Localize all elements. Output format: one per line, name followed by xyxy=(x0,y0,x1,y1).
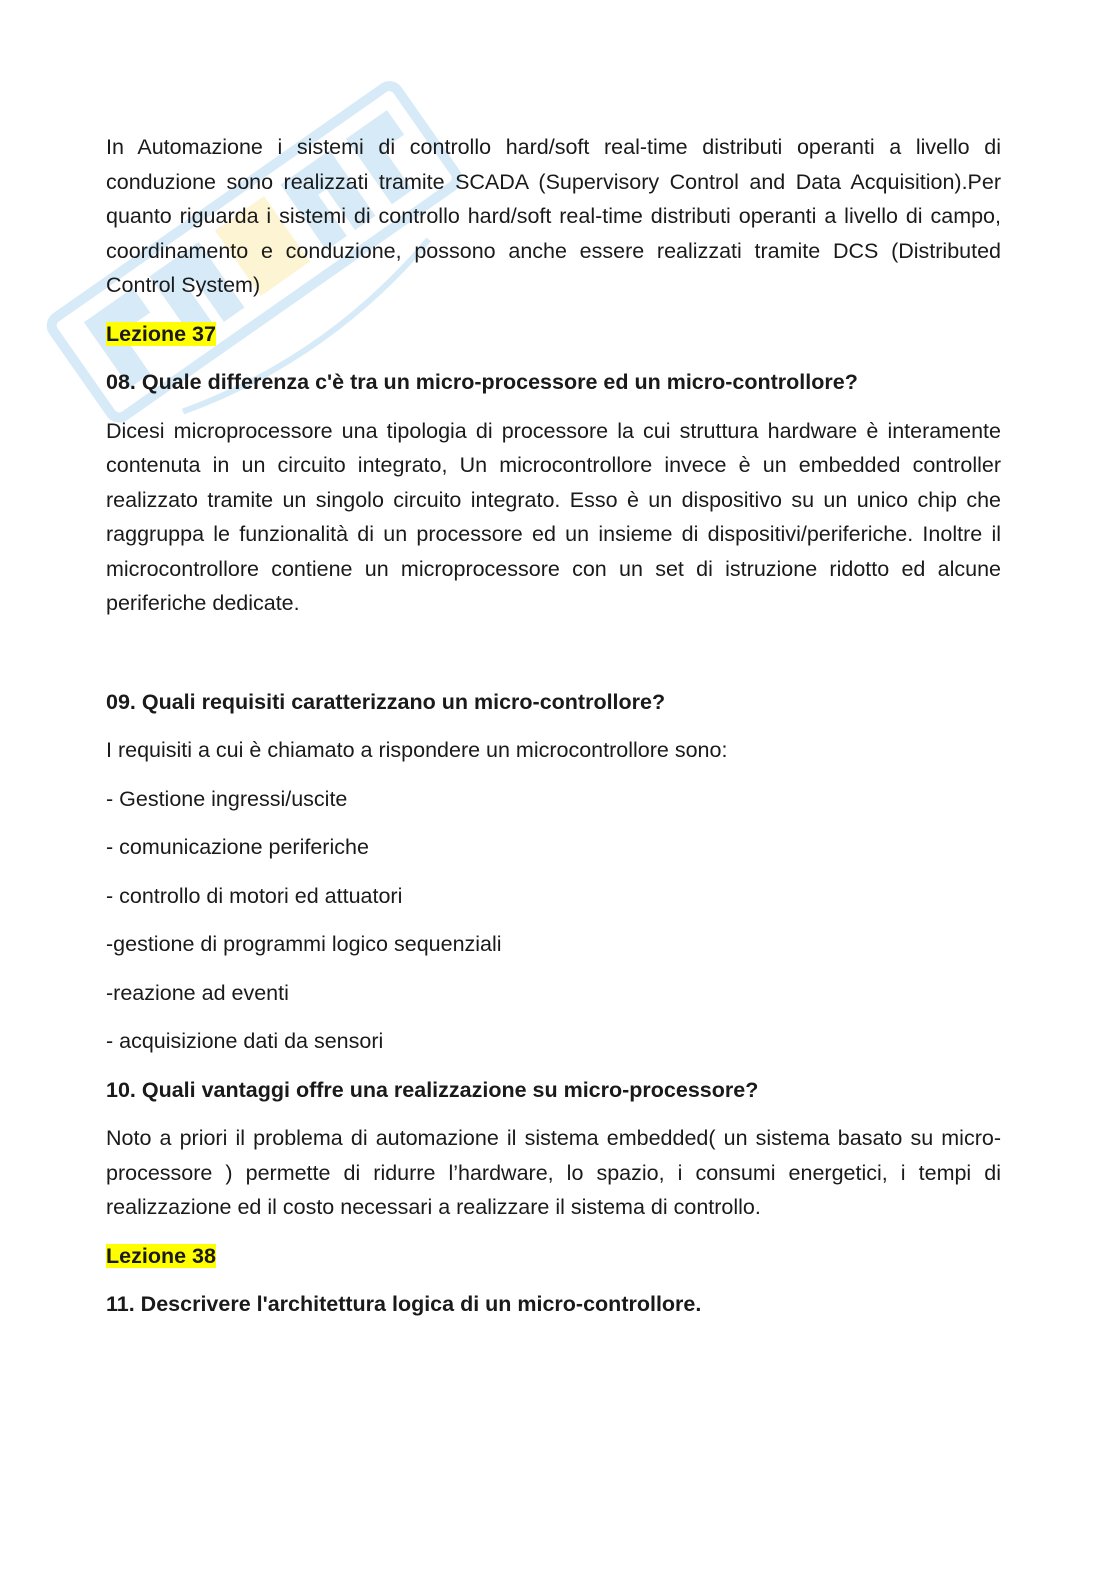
question-11: 11. Descrivere l'architettura logica di un micro-controllore. xyxy=(106,1292,702,1316)
question-10: 10. Quali vantaggi offre una realizzazione su micro-processore? xyxy=(106,1077,759,1102)
lesson-38-heading xyxy=(106,1239,1001,1274)
lesson-37-label: Lezione 37 xyxy=(106,321,216,346)
answer-10: Noto a priori il problema di automazione il sistema embedded( un sistema basato su micro-processore ) permette di ridurre l’hardware, lo spazio, i consumi energetici, i tempi di realizzazione ed il costo necessari a realizzare il sistema di controllo. xyxy=(106,1126,1001,1219)
intro-paragraph: In Automazione i sistemi di controllo hard/soft real-time distributi operanti a livello di conduzione sono realizzati tramite SCADA (Supervisory Control and Data Acquisition).Per quanto riguarda i sistemi di controllo hard/soft real-time distributi operanti a livello di campo, coordinamento e conduzione, possono anche essere realizzati tramite DCS (Distributed Control System) xyxy=(106,135,1001,297)
requirement-item: - acquisizione dati da sensori xyxy=(106,1029,384,1053)
document-page xyxy=(106,130,1001,1322)
lesson-37-heading xyxy=(106,317,1001,352)
lesson-38-label: Lezione 38 xyxy=(106,1243,216,1268)
requirement-item: - comunicazione periferiche xyxy=(106,835,369,859)
requirement-item: - controllo di motori ed attuatori xyxy=(106,883,403,908)
requirement-item: -reazione ad eventi xyxy=(106,980,289,1005)
answer-08: Dicesi microprocessore una tipologia di processore la cui struttura hardware è interamente contenuta in un circuito integrato, Un microcontrollore invece è un embedded controller realizzato tramite un singolo circuito integrato. Esso è un dispositivo su un unico chip che raggruppa le funzionalità di un processore ed un insieme di dispositivi/periferiche. Inoltre il microcontrollore contiene un microprocessore con un set di istruzione ridotto ed alcune periferiche dedicate. xyxy=(106,418,1001,615)
requirement-item: - Gestione ingressi/uscite xyxy=(106,786,348,811)
question-08: 08. Quale differenza c'è tra un micro-processore ed un micro-controllore? xyxy=(106,370,858,394)
requirement-item: -gestione di programmi logico sequenziali xyxy=(106,932,502,956)
answer-09-intro: I requisiti a cui è chiamato a rispondere un microcontrollore sono: xyxy=(106,738,728,762)
question-09: 09. Quali requisiti caratterizzano un micro-controllore? xyxy=(106,689,666,714)
